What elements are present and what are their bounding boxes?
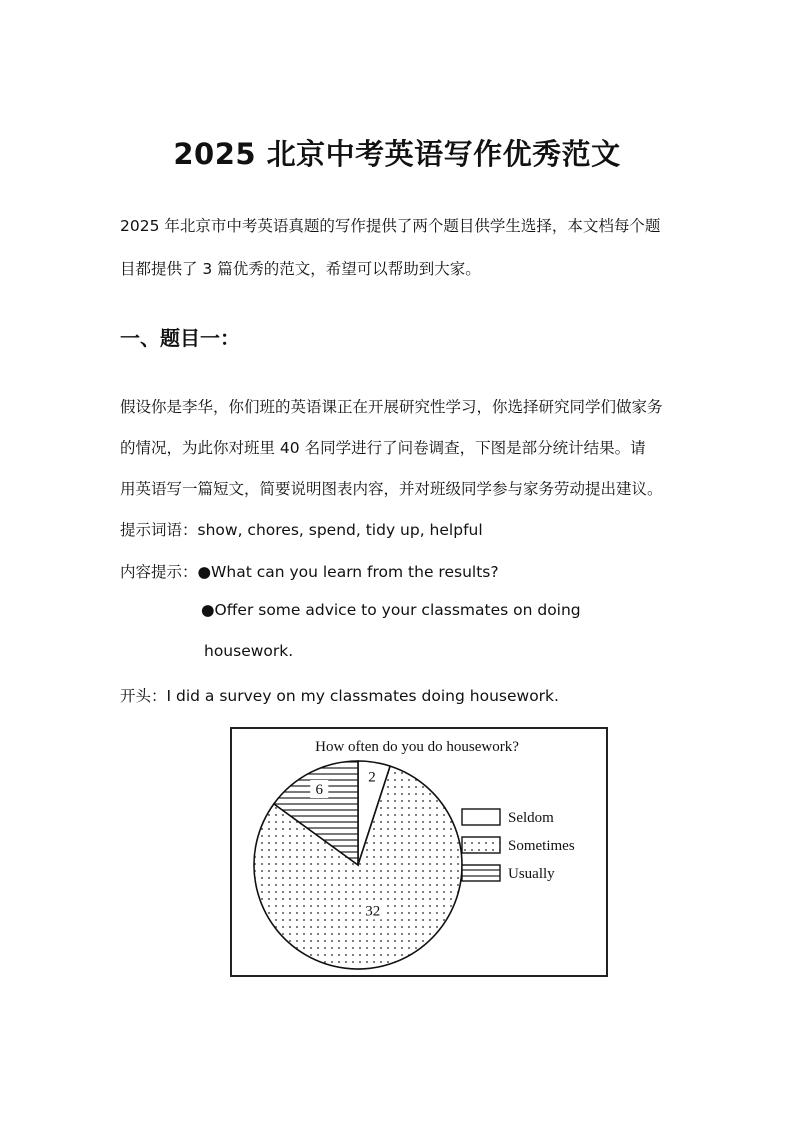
prompt-line-1: 假设你是李华，你们班的英语课正在开展研究性学习，你选择研究同学们做家务 [120, 398, 663, 416]
chart-title: How often do you do housework? [315, 739, 519, 755]
hint-words-label: 提示词语： [120, 521, 198, 539]
opening-row [120, 684, 559, 706]
pie-label-seldom: 2 [368, 769, 376, 786]
hint-words: show, chores, spend, tidy up, helpful [197, 521, 483, 539]
intro-line-2: 目都提供了 3 篇优秀的范文，希望可以帮助到大家。 [120, 260, 481, 278]
prompt-line-3: 用英语写一篇短文，简要说明图表内容，并对班级同学参与家务劳动提出建议。 [120, 480, 663, 498]
content-hint-label: 内容提示： [120, 563, 198, 581]
pie-chart [232, 729, 606, 975]
prompt-line-2: 的情况，为此你对班里 40 名同学进行了问卷调查，下图是部分统计结果。请 [120, 439, 646, 457]
legend-swatch-sometimes [462, 837, 500, 853]
content-hint-row [120, 560, 499, 582]
legend-swatch-usually [462, 865, 500, 881]
hint-words-row [120, 518, 483, 540]
pie-label-usually: 6 [315, 782, 324, 799]
page-title: 2025 北京中考英语写作优秀范文 [173, 137, 621, 171]
legend [462, 809, 575, 882]
opening-label: 开头： [120, 687, 167, 705]
legend-swatch-seldom [462, 809, 500, 825]
legend-label-usually: Usually [508, 866, 555, 882]
pie-chart-frame [230, 727, 608, 977]
legend-label-seldom: Seldom [508, 810, 554, 826]
bullet-1: ●What can you learn from the results? [197, 563, 499, 581]
opening-text: I did a survey on my classmates doing housework. [166, 687, 559, 705]
pie-slices [254, 761, 462, 969]
pie-label-sometimes: 32 [365, 903, 381, 920]
intro-line-1: 2025 年北京市中考英语真题的写作提供了两个题目供学生选择，本文档每个题 [120, 217, 661, 235]
bullet-2: ●Offer some advice to your classmates on doing [201, 601, 581, 619]
section-1-heading: 一、题目一： [120, 326, 240, 350]
legend-label-sometimes: Sometimes [508, 838, 575, 854]
bullet-2-continued: housework. [204, 642, 294, 660]
